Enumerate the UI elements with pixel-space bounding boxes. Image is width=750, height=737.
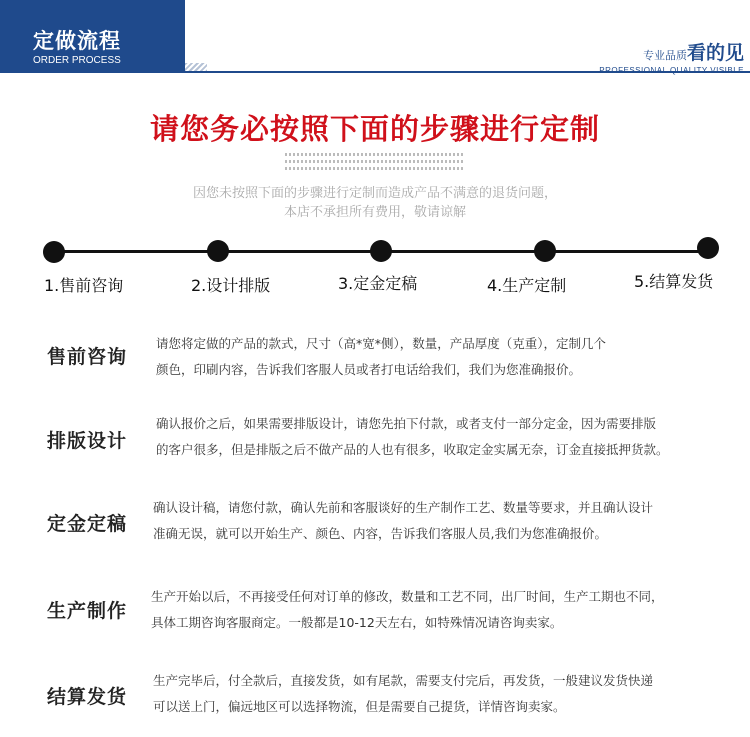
- timeline-dot: [207, 240, 229, 262]
- timeline-dot: [370, 240, 392, 262]
- header-stripes-decoration: [185, 63, 207, 71]
- header-title: 定做流程: [33, 29, 121, 53]
- section-text: [153, 668, 653, 720]
- section-title: 结算发货: [47, 686, 128, 708]
- section-title: 生产制作: [47, 600, 128, 622]
- decorative-tiny-text: [285, 153, 465, 174]
- section-text: [156, 411, 669, 463]
- section-text: [151, 584, 664, 636]
- section-title: 售前咨询: [47, 346, 128, 368]
- section-title: 定金定稿: [47, 513, 128, 535]
- timeline-dot: [534, 240, 556, 262]
- section-text: [153, 495, 653, 547]
- section-line: 颜色，印刷内容，告诉我们客服人员或者打电话给我们，我们为您准确报价。: [156, 362, 582, 377]
- step-label: 1.售前咨询: [44, 276, 124, 295]
- notice-line: 本店不承担所有费用，敬请谅解: [283, 205, 466, 220]
- section-line: 请您将定做的产品的款式，尺寸（高*宽*侧），数量，产品厚度（克重），定制几个: [156, 336, 607, 351]
- step-label: 5.结算发货: [634, 272, 714, 291]
- brand-english: PROFESSIONAL QUALITY VISIBLE: [599, 66, 744, 75]
- notice: [0, 184, 750, 222]
- brand-slogan: [599, 38, 744, 75]
- step-label: 4.生产定制: [487, 276, 567, 295]
- brand-big: 看的见: [686, 42, 744, 64]
- step-label: 2.设计排版: [191, 276, 271, 295]
- timeline-dot: [43, 241, 65, 263]
- timeline-dot: [697, 237, 719, 259]
- brand-small: 专业品质: [642, 49, 687, 62]
- headline: 请您务必按照下面的步骤进行定制: [149, 112, 600, 146]
- header-tab: [0, 0, 185, 71]
- section-text: [156, 331, 606, 383]
- section-line: 确认设计稿，请您付款，确认先前和客服谈好的生产制作工艺、数量等要求，并且确认设计: [153, 500, 654, 515]
- section-line: 的客户很多，但是排版之后不做产品的人也有很多，收取定金实属无奈，订金直接抵押货款。: [156, 442, 669, 457]
- section-line: 可以送上门，偏远地区可以选择物流，但是需要自己提货，详情咨询卖家。: [153, 699, 566, 714]
- section-line: 准确无误，就可以开始生产、颜色、内容，告诉我们客服人员,我们为您准确报价。: [153, 526, 607, 541]
- section-line: 确认报价之后，如果需要排版设计，请您先拍下付款，或者支付一部分定金，因为需要排版: [156, 416, 657, 431]
- step-label: 3.定金定稿: [338, 274, 418, 293]
- header-subtitle: ORDER PROCESS: [33, 55, 121, 66]
- section-line: 生产开始以后，不再接受任何对订单的修改，数量和工艺不同，出厂时间，生产工期也不同，: [151, 589, 664, 604]
- section-line: 生产完毕后，付全款后，直接发货，如有尾款，需要支付完后，再发货，一般建议发货快递: [153, 673, 654, 688]
- section-title: 排版设计: [47, 430, 128, 452]
- notice-line: 因您未按照下面的步骤进行定制而造成产品不满意的退货问题，: [192, 186, 557, 201]
- order-process-header: [0, 0, 750, 75]
- section-line: 具体工期咨询客服商定。一般都是10-12天左右，如特殊情况请咨询卖家。: [151, 615, 563, 630]
